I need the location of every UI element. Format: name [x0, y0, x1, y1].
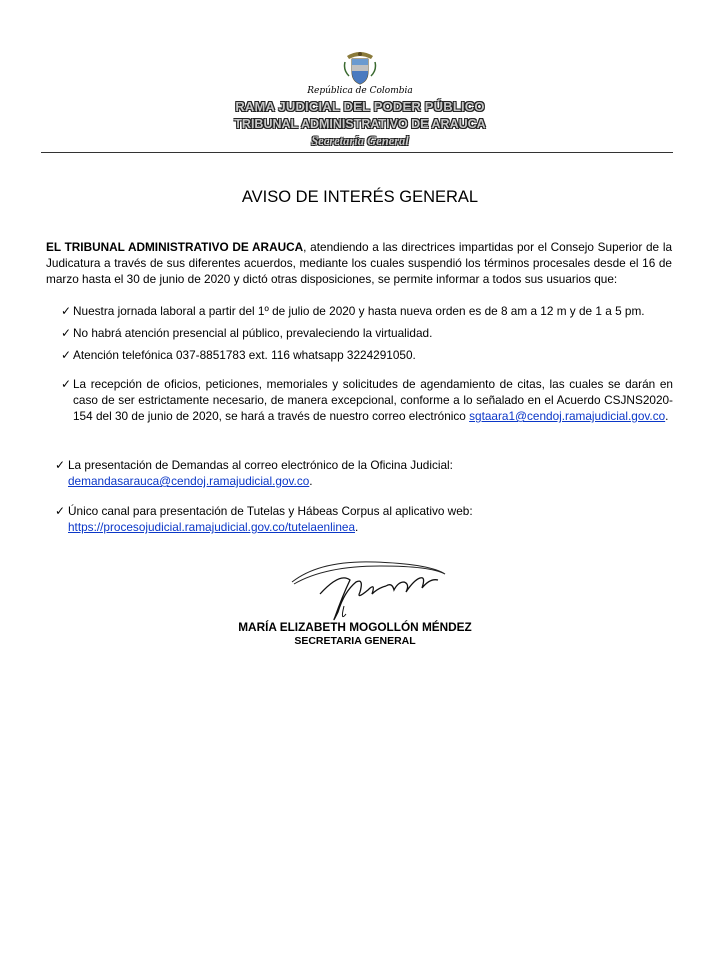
- item-text: La presentación de Demandas al correo electrónico de la Oficina Judicial:: [68, 458, 453, 472]
- check-icon: ✓: [55, 504, 65, 518]
- check-icon: ✓: [61, 326, 71, 340]
- check-icon: ✓: [61, 348, 71, 362]
- header-divider: [41, 152, 673, 153]
- tutela-web-link[interactable]: https://procesojudicial.ramajudicial.gov.co/tutelaenlinea: [68, 520, 356, 534]
- check-icon: ✓: [55, 458, 65, 472]
- list-item: [55, 503, 675, 535]
- secretaria-heading: Secretaría General: [311, 134, 409, 148]
- item-punctuation: .: [355, 520, 359, 534]
- item-text: La recepción de oficios, peticiones, memoriales y solicitudes de agendamiento de citas, las cuales se darán en caso de ser estrictamente necesario, de manera excepcional, conforme a lo señalado en el Acuerdo CSJNS2020-154 del 30 de junio de 2020, se hará a través de nuestro correo electrónico: [73, 377, 673, 423]
- list-item: [61, 347, 673, 363]
- item-text: Nuestra jornada laboral a partir del 1º de julio de 2020 y hasta nueva orden es de 8 am a 12 m y de 1 a 5 pm.: [73, 304, 645, 318]
- item-text: Único canal para presentación de Tutelas y Hábeas Corpus al aplicativo web:: [68, 504, 473, 518]
- list-item: [61, 376, 673, 424]
- intro-paragraph: [46, 239, 672, 287]
- email-link-demandas[interactable]: demandasarauca@cendoj.ramajudicial.gov.co: [68, 474, 310, 488]
- list-item: [61, 303, 673, 319]
- signer-name: MARÍA ELIZABETH MOGOLLÓN MÉNDEZ: [238, 620, 472, 634]
- rama-judicial-heading: RAMA JUDICIAL DEL PODER PÚBLICO: [235, 99, 485, 114]
- signer-title: SECRETARIA GENERAL: [294, 635, 416, 647]
- notice-title: AVISO DE INTERÉS GENERAL: [241, 188, 479, 206]
- coat-of-arms-icon: [343, 50, 377, 86]
- item-text: No habrá atención presencial al público, prevaleciendo la virtualidad.: [73, 326, 433, 340]
- item-punctuation: .: [309, 474, 313, 488]
- list-item: [55, 457, 675, 489]
- list-item: [61, 325, 673, 341]
- check-icon: ✓: [61, 304, 71, 318]
- check-icon: ✓: [61, 377, 71, 391]
- intro-bold: EL TRIBUNAL ADMINISTRATIVO DE ARAUCA: [46, 240, 304, 254]
- item-punctuation: .: [665, 409, 669, 423]
- item-text: Atención telefónica 037-8851783 ext. 116 whatsapp 3224291050.: [73, 348, 416, 362]
- intro-text: , atendiendo a las directrices impartidas por el Consejo Superior de la Judicatura a través de sus diferentes acuerdos, mediante los cuales suspendió los términos procesales desde el 16 de marzo hasta el 30 de junio de 2020 y dictó otras disposiciones, se permite informar a todos sus usuarios que:: [46, 240, 672, 286]
- email-link-secretaria[interactable]: sgtaara1@cendoj.ramajudicial.gov.co: [469, 409, 666, 423]
- tribunal-heading: TRIBUNAL ADMINISTRATIVO DE ARAUCA: [234, 117, 486, 131]
- republica-label: República de Colombia: [307, 86, 413, 96]
